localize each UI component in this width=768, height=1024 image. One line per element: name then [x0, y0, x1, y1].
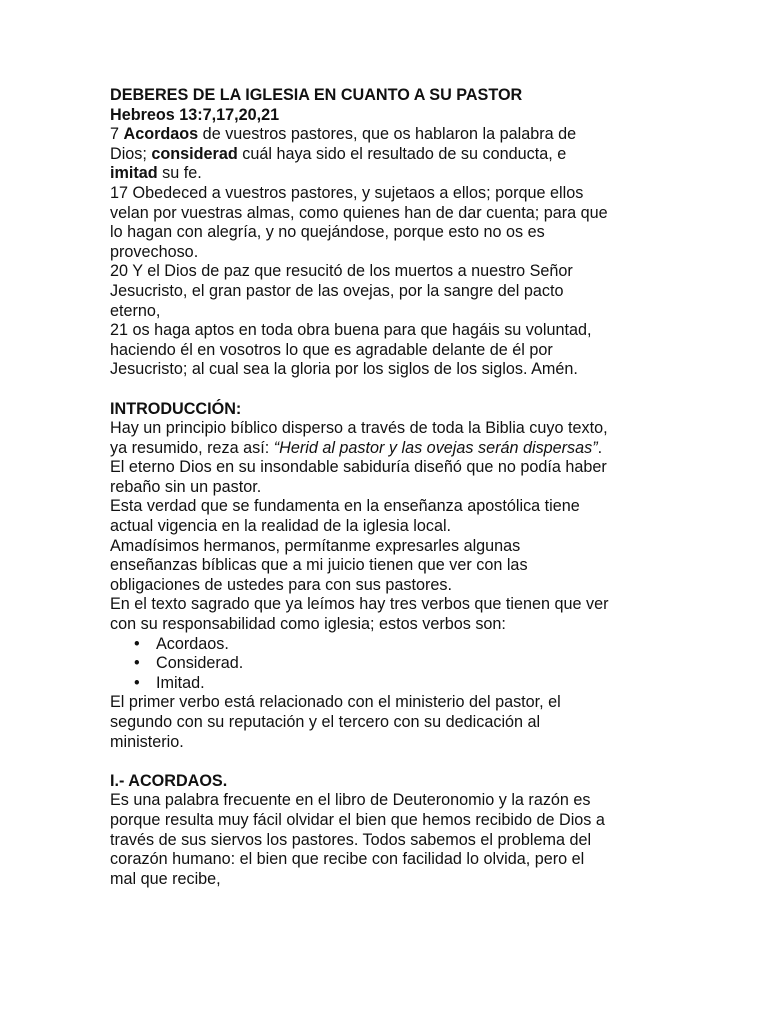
verse-7-text-3: su fe. — [157, 164, 202, 183]
verse-17: 17 Obedeced a vuestros pastores, y sujetaos a ellos; porque ellos velan por vuestras almas, como quienes han de dar cuenta; para que lo hagan con alegría, y no quejándose, porque esto no os es provechoso. — [110, 183, 608, 261]
bullet: • — [134, 634, 140, 653]
verb-considerad: Considerad. — [156, 654, 244, 673]
list-item — [134, 673, 610, 694]
verse-21: 21 os haga aptos en toda obra buena para que hagáis su voluntad, haciendo él en vosotros lo que es agradable delante de él por Jesucristo; al cual sea la gloria por los siglos de los siglos. Amén. — [110, 321, 592, 379]
intro-paragraph-5: El primer verbo está relacionado con el ministerio del pastor, el segundo con su reputación y el tercero con su dedicación al ministerio. — [110, 693, 561, 751]
intro-paragraph-3: Amadísimos hermanos, permítanme expresarles algunas enseñanzas bíblicas que a mi juicio tienen que ver con las obligaciones de ustedes para con sus pastores. — [110, 536, 528, 594]
verse-7-considerad: considerad — [151, 144, 238, 163]
verse-7 — [110, 125, 610, 184]
intro-paragraph-2: Esta verdad que se fundamenta en la enseñanza apostólica tiene actual vigencia en la realidad de la iglesia local. — [110, 497, 580, 536]
section-1-heading: I.- ACORDAOS. — [110, 771, 228, 790]
intro-paragraph-1-text-b: . El eterno Dios en su insondable sabiduría diseñó que no podía haber rebaño sin un pastor. — [110, 438, 607, 496]
list-item — [134, 654, 610, 674]
verse-20: 20 Y el Dios de paz que resucitó de los muertos a nuestro Señor Jesucristo, el gran pastor de las ovejas, por la sangre del pacto eterno, — [110, 262, 573, 320]
spacer — [110, 380, 610, 400]
verse-7-text-2: cuál haya sido el resultado de su conducta, e — [237, 144, 567, 163]
spacer — [110, 752, 610, 772]
verbs-list — [110, 635, 610, 694]
introduction-heading: INTRODUCCIÓN: — [110, 399, 242, 418]
bullet: • — [134, 673, 140, 692]
document-title: DEBERES DE LA IGLESIA EN CUANTO A SU PASTOR — [110, 86, 523, 104]
verse-7-imitad: imitad — [110, 164, 158, 183]
document-body — [110, 86, 610, 889]
verb-imitad: Imitad. — [156, 673, 205, 692]
verse-7-acordaos: Acordaos — [123, 125, 199, 144]
verb-acordaos: Acordaos. — [156, 634, 229, 653]
intro-quote: “Herid al pastor y las ovejas serán dispersas” — [273, 438, 598, 457]
intro-paragraph-4: En el texto sagrado que ya leímos hay tres verbos que tienen que ver con su responsabilidad como iglesia; estos verbos son: — [110, 595, 609, 634]
scripture-reference: Hebreos 13:7,17,20,21 — [110, 105, 280, 124]
verse-7-number: 7 — [110, 125, 124, 144]
intro-paragraph-1-text-a: Hay un principio bíblico disperso a través de toda la Biblia cuyo texto, ya resumido, reza así: — [110, 419, 608, 457]
bullet: • — [134, 654, 140, 673]
verse-7-text-1: de vuestros pastores, que os hablaron la palabra de Dios; — [110, 125, 577, 163]
intro-paragraph-1 — [110, 419, 610, 497]
list-item — [134, 634, 610, 655]
section-1-paragraph-1: Es una palabra frecuente en el libro de Deuteronomio y la razón es porque resulta muy fácil olvidar el bien que hemos recibido de Dios a través de sus siervos los pastores. Todos sabemos el problema del corazón humano: el bien que recibe con facilidad lo olvida, pero el mal que recibe, — [110, 791, 605, 888]
